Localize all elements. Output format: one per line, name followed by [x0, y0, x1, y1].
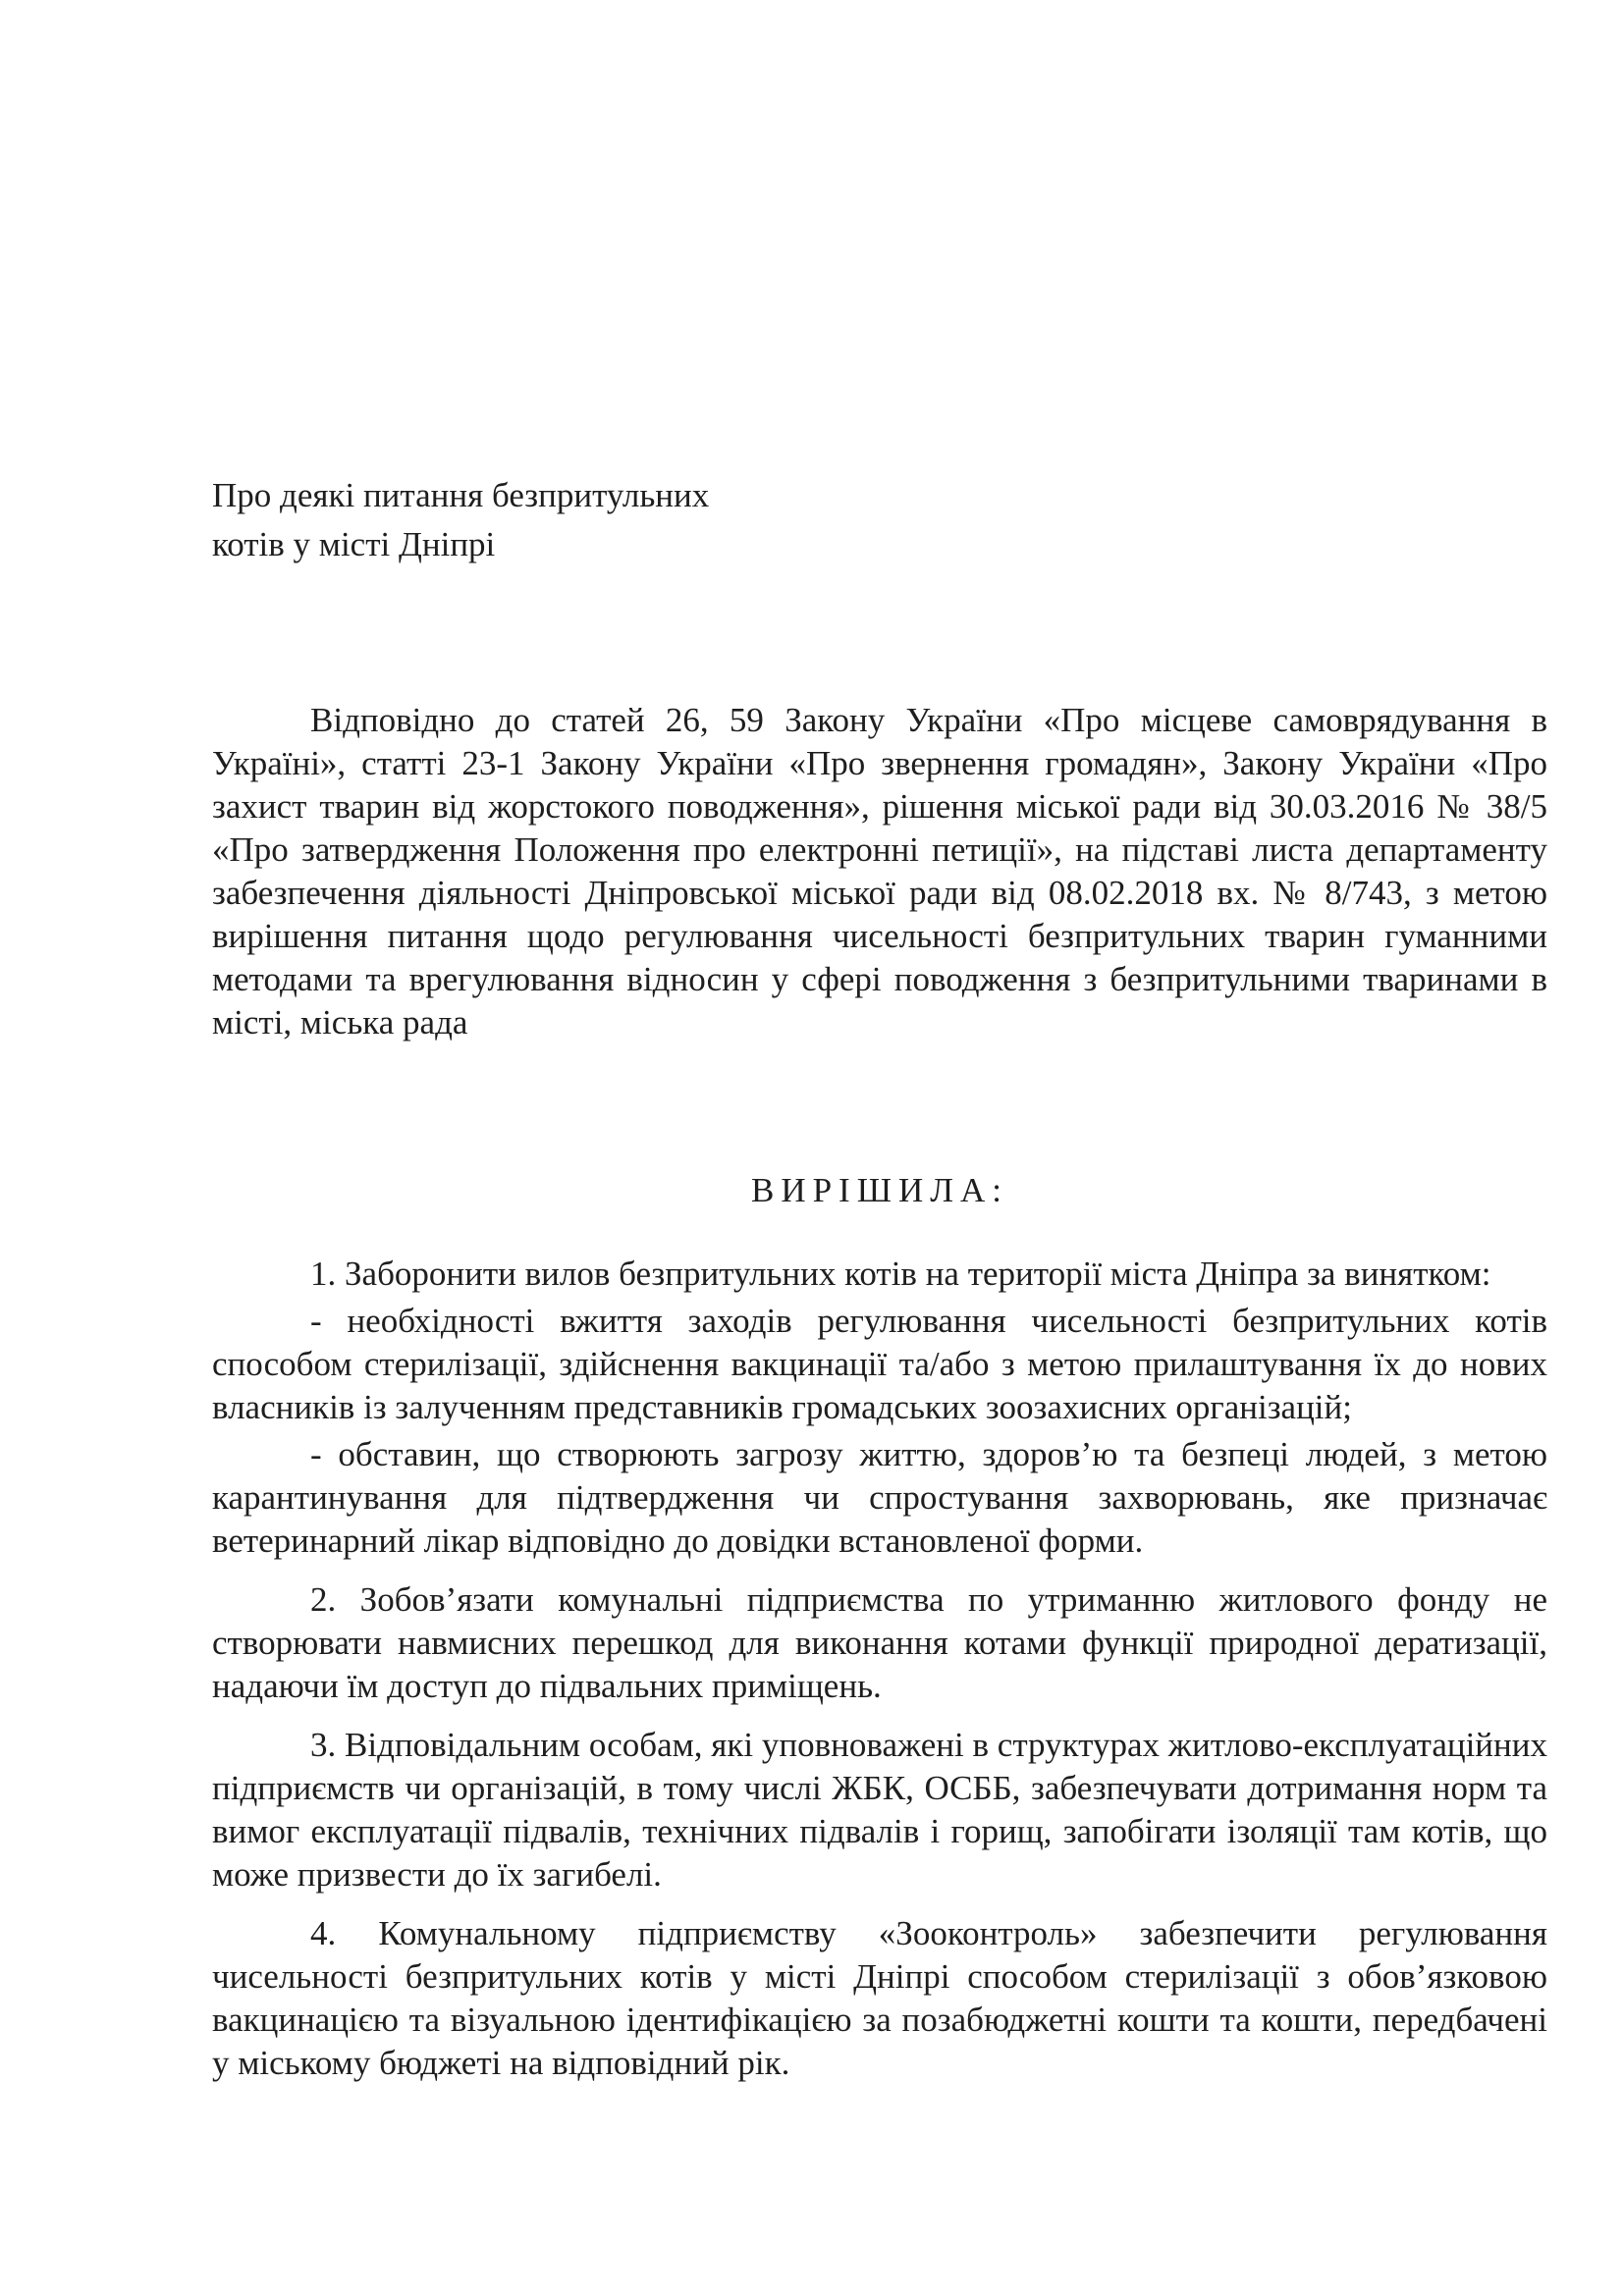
resolution-item-3: 3. Відповідальним особам, які уповноважені в структурах житлово-експлуатаційних підприємств чи організацій, в тому числі ЖБК, ОСББ, забезпечувати дотримання норм та вимог експлуатації підвалів, технічних підвалів і горищ, запобігати ізоляції там котів, що може призвести до їх загибелі.	[212, 1726, 1547, 1894]
document-title-line-1: Про деякі питання безпритульних	[212, 476, 710, 514]
resolution-items	[212, 1253, 1547, 2101]
resolution-item-1-subitem-1: - необхідності вжиття заходів регулювання чисельності безпритульних котів способом стерилізації, здійснення вакцинації та/або з метою прилаштування їх до нових власників із залученням представників громадських зоозахисних організацій;	[212, 1302, 1547, 1426]
preamble-paragraph: Відповідно до статей 26, 59 Закону України «Про місцеве самоврядування в Україні», статті 23-1 Закону України «Про звернення громадян», Закону України «Про захист тварин від жорстокого поводження», рішення міської ради від 30.03.2016 № 38/5 «Про затвердження Положення про електронні петиції», на підставі листа департаменту забезпечення діяльності Дніпровської міської ради від 08.02.2018 вх. № 8/743, з метою вирішення питання щодо регулювання чисельності безпритульних тварин гуманними методами та врегулювання відносин у сфері поводження з безпритульними тваринами в місті, міська рада	[212, 701, 1547, 1041]
resolution-item-2: 2. Зобов’язати комунальні підприємства по утриманню житлового фонду не створювати навмисних перешкод для виконання котами функції природної дератизації, надаючи їм доступ до підвальних приміщень.	[212, 1580, 1547, 1705]
document-title	[212, 471, 899, 569]
resolution-item-4: 4. Комунальному підприємству «Зооконтроль» забезпечити регулювання чисельності безпритульних котів у місті Дніпрі способом стерилізації з обов’язковою вакцинацією та візуальною ідентифікацією за позабюджетні кошти та кошти, передбачені у міському бюджеті на відповідний рік.	[212, 1914, 1547, 2082]
resolution-heading: ВИРІШИЛА:	[750, 1171, 1009, 1209]
document-title-line-2: котів у місті Дніпрі	[212, 525, 496, 563]
resolution-item-1: 1. Заборонити вилов безпритульних котів на території міста Дніпра за винятком:	[310, 1255, 1491, 1293]
preamble-section	[212, 699, 1547, 1044]
resolution-item-1-subitem-2: - обставин, що створюють загрозу життю, здоров’ю та безпеці людей, з метою карантинування для підтвердження чи спростування захворювань, яке призначає ветеринарний лікар відповідно до довідки встановленої форми.	[212, 1435, 1547, 1560]
